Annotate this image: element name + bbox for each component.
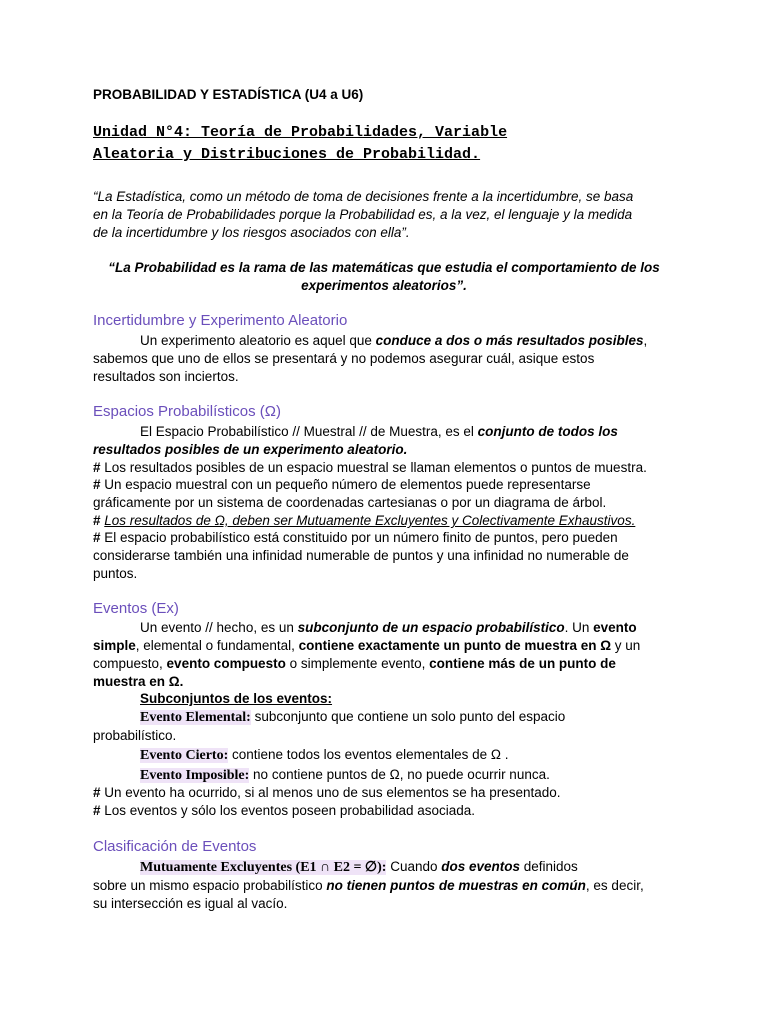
text-run: Cuando <box>386 859 442 874</box>
hash-marker: # <box>93 785 105 800</box>
paragraph-line <box>93 877 644 895</box>
paragraph-line: probabilístico. <box>93 728 177 743</box>
definition-line <box>140 708 565 727</box>
text-run: , elemental o fundamental, <box>135 638 299 653</box>
definition-line <box>140 746 509 765</box>
paragraph-line: gráficamente por un sistema de coordenadas cartesianas o por un diagrama de árbol. <box>93 495 607 510</box>
text-run: , es decir, <box>585 878 644 893</box>
hash-marker: # <box>93 803 105 818</box>
text-run: El Espacio Probabilístico // Muestral // de Muestra, es el <box>140 424 478 439</box>
hash-marker: # <box>93 477 105 492</box>
paragraph-line: puntos. <box>93 566 138 581</box>
text-run: subconjunto que contiene un solo punto del espacio <box>250 709 566 724</box>
text-run: contiene todos los eventos elementales de Ω . <box>228 747 509 762</box>
text-run: Un espacio muestral con un pequeño número de elementos puede representarse <box>104 477 591 492</box>
definition-quote-line: experimentos aleatorios”. <box>301 278 467 293</box>
text-run: Un evento // hecho, es un <box>140 620 298 635</box>
section-heading-clasificacion: Clasificación de Eventos <box>93 838 257 855</box>
note-line <box>93 802 475 820</box>
section-heading-incertidumbre: Incertidumbre y Experimento Aleatorio <box>93 312 348 329</box>
text-run: , <box>643 333 648 348</box>
hash-marker: # <box>93 460 105 475</box>
note-line <box>93 459 647 477</box>
text-run: Los resultados posibles de un espacio muestral se llaman elementos o puntos de muestra. <box>104 460 647 475</box>
unit-title-line-1: Unidad N°4: Teoría de Probabilidades, Variable <box>93 124 508 141</box>
definition-line <box>140 766 550 785</box>
quote-line: de la incertidumbre y los riesgos asociados con ella”. <box>93 225 410 240</box>
text-run: El espacio probabilístico está constituido por un número finito de puntos, pero pueden <box>104 530 618 545</box>
paragraph-line <box>140 332 647 350</box>
paragraph-line: sabemos que uno de ellos se presentará y no podemos asegurar cuál, asique estos <box>93 351 595 366</box>
unit-title-line-2: Aleatoria y Distribuciones de Probabilidad. <box>93 146 481 163</box>
paragraph-line <box>140 423 618 441</box>
emphasis-text: conduce a dos o más resultados posibles <box>375 333 644 348</box>
emphasis-text: conjunto de todos los <box>477 424 618 439</box>
document-header: PROBABILIDAD Y ESTADÍSTICA (U4 a U6) <box>93 87 364 102</box>
bold-text: evento compuesto <box>166 656 286 671</box>
bold-text: simple <box>93 638 136 653</box>
text-run: . Un <box>564 620 594 635</box>
paragraph-line: considerarse también una infinidad numerable de puntos y una infinidad no numerable de <box>93 548 629 563</box>
text-run: Los eventos y sólo los eventos poseen probabilidad asociada. <box>104 803 476 818</box>
section-heading-eventos: Eventos (Ex) <box>93 600 179 617</box>
hash-marker: # <box>93 513 105 528</box>
text-run: compuesto, <box>93 656 167 671</box>
definition-line <box>140 858 578 877</box>
emphasis-text: dos eventos <box>441 859 521 874</box>
text-run: o simplemente evento, <box>285 656 430 671</box>
paragraph-line <box>140 619 637 637</box>
bold-text: contiene exactamente un punto de muestra en Ω <box>298 638 612 653</box>
hash-marker: # <box>93 530 105 545</box>
term-highlight: Evento Elemental: <box>140 710 251 725</box>
quote-line: en la Teoría de Probabilidades porque la Probabilidad es, a la vez, el lenguaje y la medida <box>93 207 633 222</box>
section-heading-espacios: Espacios Probabilísticos (Ω) <box>93 403 281 420</box>
emphasis-text: subconjunto de un espacio probabilístico <box>297 620 565 635</box>
term-highlight: Evento Imposible: <box>140 768 250 783</box>
term-highlight: Evento Cierto: <box>140 748 229 763</box>
paragraph-line <box>93 655 616 673</box>
text-run: sobre un mismo espacio probabilístico <box>93 878 327 893</box>
term-highlight: Mutuamente Excluyentes (E1 ∩ E2 = ∅): <box>140 860 387 875</box>
bold-text: contiene más de un punto de <box>429 656 616 671</box>
text-run: definidos <box>520 859 578 874</box>
text-run: Un evento ha ocurrido, si al menos uno de sus elementos se ha presentado. <box>104 785 561 800</box>
text-run: y un <box>611 638 641 653</box>
bold-text: evento <box>593 620 637 635</box>
note-line <box>93 512 635 530</box>
note-line <box>93 784 561 802</box>
definition-quote-line: “La Probabilidad es la rama de las matemáticas que estudia el comportamiento de los <box>108 260 660 275</box>
underlined-text: Los resultados de Ω, deben ser Mutuamente Excluyentes y Colectivamente Exhaustivos. <box>104 513 636 528</box>
paragraph-line <box>93 637 640 655</box>
emphasis-text: no tienen puntos de muestras en común <box>326 878 586 893</box>
paragraph-line: muestra en Ω. <box>93 674 184 689</box>
text-run: Un experimento aleatorio es aquel que <box>140 333 376 348</box>
paragraph-line: su intersección es igual al vacío. <box>93 896 288 911</box>
note-line <box>93 476 591 494</box>
paragraph-line: resultados posibles de un experimento aleatorio. <box>93 442 408 457</box>
subsets-heading: Subconjuntos de los eventos: <box>140 691 333 706</box>
text-run: no contiene puntos de Ω, no puede ocurrir nunca. <box>249 767 550 782</box>
note-line <box>93 529 618 547</box>
paragraph-line: resultados son inciertos. <box>93 369 239 384</box>
quote-line: “La Estadística, como un método de toma de decisiones frente a la incertidumbre, se basa <box>93 189 634 204</box>
